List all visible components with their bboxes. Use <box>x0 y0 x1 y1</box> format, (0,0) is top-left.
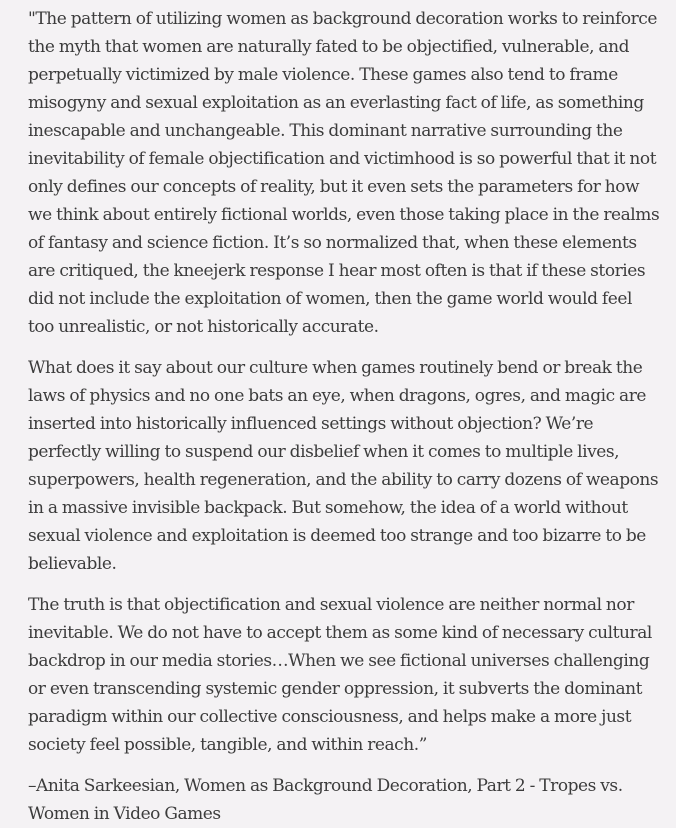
quote-attribution: –Anita Sarkeesian, Women as Background Decoration, Part 2 - Tropes vs. Women in Video Games <box>28 776 623 824</box>
quote-paragraph-2: What does it say about our culture when games routinely bend or break the laws of physics and no one bats an eye, when dragons, ogres, and magic are inserted into historically influenced settings without objection? We’re perfectly willing to suspend our disbelief when it comes to multiple lives, superpowers, health regeneration, and the ability to carry dozens of weapons in a massive invisible backpack. But somehow, the idea of a world without sexual violence and exploitation is deemed too strange and too bizarre to be believable. <box>28 358 659 574</box>
quote-paragraph-1: "The pattern of utilizing women as background decoration works to reinforce the myth that women are naturally fated to be objectified, vulnerable, and perpetually victimized by male violence. These games also tend to frame misogyny and sexual exploitation as an everlasting fact of life, as something inescapable and unchangeable. This dominant narrative surrounding the inevitability of female objectification and victimhood is so powerful that it not only defines our concepts of reality, but it even sets the parameters for how we think about entirely fictional worlds, even those taking place in the realms of fantasy and science fiction. It’s so normalized that, when these elements are critiqued, the kneejerk response I hear most often is that if these stories did not include the exploitation of women, then the game world would feel too unrealistic, or not historically accurate. <box>28 9 660 337</box>
quote-paragraph-3: The truth is that objectification and sexual violence are neither normal nor inevitable. We do not have to accept them as some kind of necessary cultural backdrop in our media stories…When we see fictional universes challenging or even transcending systemic gender oppression, it subverts the dominant paradigm within our collective consciousness, and helps make a more just society feel possible, tangible, and within reach.” <box>28 595 652 755</box>
